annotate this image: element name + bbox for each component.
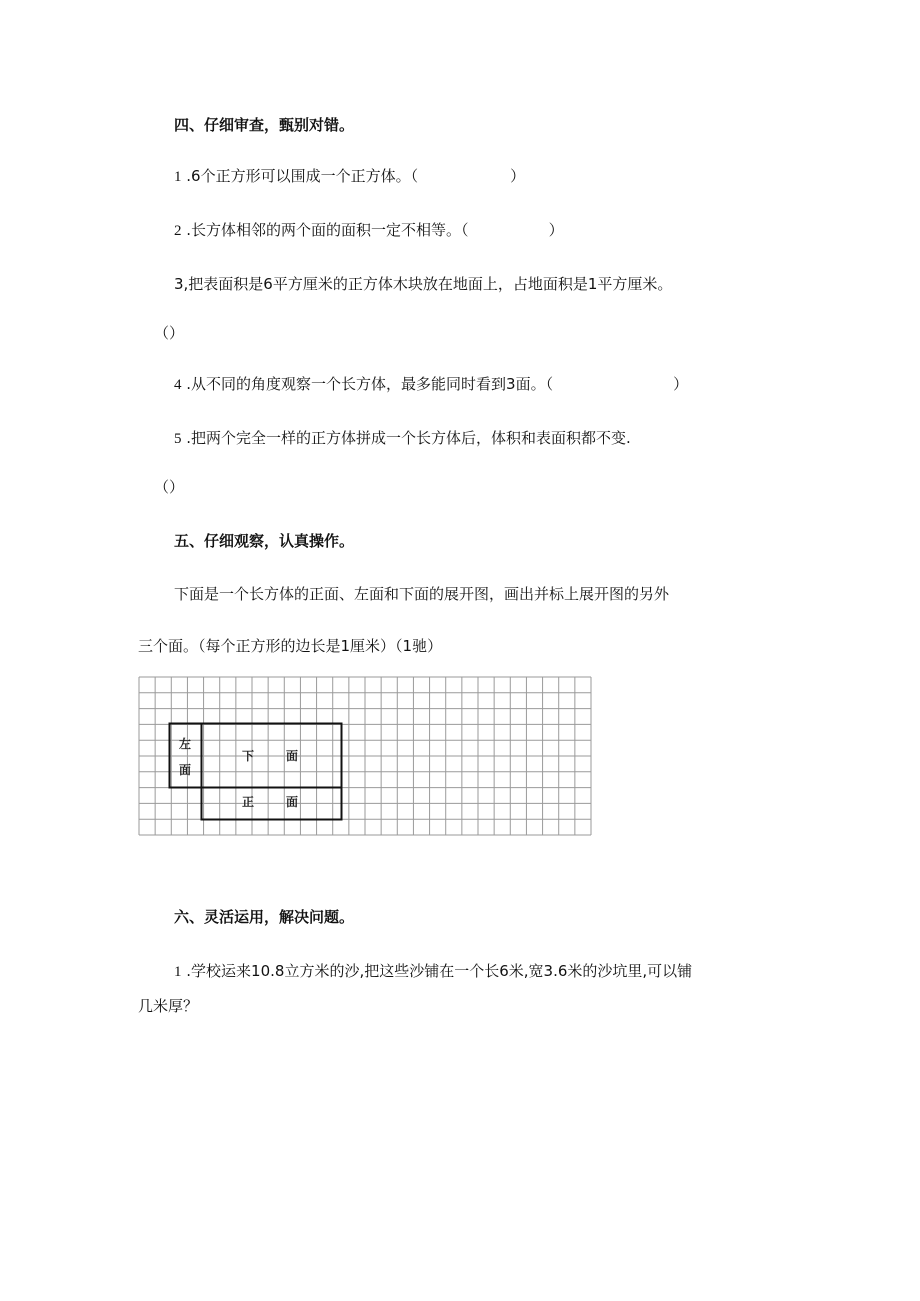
front-face-label-1: 正 bbox=[242, 795, 255, 809]
front-face-label-2: 面 bbox=[286, 795, 299, 809]
question-text: .从不同的角度观察一个长方体，最多能同时看到3面。（ bbox=[186, 375, 554, 393]
question-text: .把两个完全一样的正方体拼成一个长方体后，体积和表面积都不变. bbox=[186, 429, 631, 447]
question-text: .长方体相邻的两个面的面积一定不相等。（ bbox=[186, 221, 469, 239]
left-face-label-2: 面 bbox=[179, 763, 192, 777]
section-5-heading: 五、仔细观察，认真操作。 bbox=[174, 532, 355, 550]
answer-paren[interactable]: （） bbox=[154, 478, 185, 496]
bottom-face-label-2: 面 bbox=[286, 749, 299, 763]
question-text: .6个正方形可以围成一个正方体。（ bbox=[186, 167, 419, 185]
section-4-heading: 四、仔细审查，甄别对错。 bbox=[174, 116, 355, 134]
question-4-4 bbox=[174, 374, 688, 395]
grid-lines bbox=[139, 677, 591, 835]
net-grid[interactable] bbox=[138, 676, 592, 836]
close-paren: ） bbox=[548, 221, 564, 239]
problem-1-line-1 bbox=[174, 961, 692, 982]
instruction-line-1: 下面是一个长方体的正面、左面和下面的展开图，画出并标上展开图的另外 bbox=[174, 585, 670, 603]
instruction-line-2: 三个面。（每个正方形的边长是1厘米）（1驰） bbox=[138, 637, 443, 655]
left-face-label-1: 左 bbox=[179, 737, 192, 751]
net-grid-svg bbox=[138, 676, 592, 836]
close-paren: ） bbox=[673, 375, 689, 393]
close-paren: ） bbox=[510, 167, 526, 185]
question-number: 1 bbox=[174, 964, 182, 980]
question-4-5 bbox=[174, 428, 631, 449]
question-4-1 bbox=[174, 166, 525, 187]
question-4-3 bbox=[174, 274, 672, 294]
question-4-2 bbox=[174, 220, 564, 241]
section-6-heading: 六、灵活运用，解决问题。 bbox=[174, 908, 355, 926]
question-number: 1 bbox=[174, 169, 182, 185]
problem-1-line-2: 几米厚？ bbox=[138, 997, 199, 1015]
question-number: 4 bbox=[174, 377, 182, 393]
question-number: 5 bbox=[174, 431, 182, 447]
bottom-face-label-1: 下 bbox=[242, 749, 255, 763]
question-number: 2 bbox=[174, 223, 182, 239]
question-text: .学校运来10.8立方米的沙,把这些沙铺在一个长6米,宽3.6米的沙坑里,可以铺 bbox=[186, 962, 693, 980]
question-text: 3,把表面积是6平方厘米的正方体木块放在地面上，占地面积是1平方厘米。 bbox=[174, 275, 673, 293]
answer-paren[interactable]: （） bbox=[154, 324, 185, 342]
